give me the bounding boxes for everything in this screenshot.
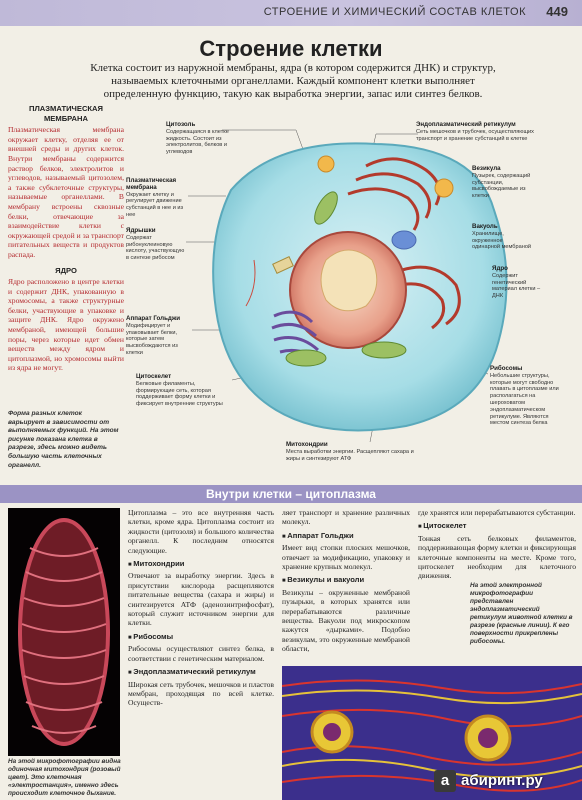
micrograph-caption-2: На этой электронной микрофотографии представлен эндоплазматический ретикулум животной клетки в разрезе (красные линии). К его поверхности прикреплены рибосомы. [470, 582, 573, 645]
text-golgi: Имеет вид стопки плоских мешочков, отвечает за модификацию, упаковку и хранение крупных молекул. [282, 543, 410, 572]
cell-illustration [126, 110, 578, 486]
heading-cytoskeleton: ■ Цитоскелет [418, 521, 576, 532]
text-mitochondria: Отвечают за выработку энергии. Здесь в присутствии кислорода расщепляются питательные вещества (сахара и жиры) и синтезируется АТФ (аденозинтрифосфат), который служит источником энергии для клетки. [128, 571, 274, 628]
mitochondrion-1 [286, 350, 326, 366]
label-vesicle: Везикула Пузырек, содержащий субстанции, высвобождаемые из клетки [472, 165, 531, 200]
heading-er: ■ Эндоплазматический ретикулум [128, 667, 274, 678]
section-title: СТРОЕНИЕ И ХИМИЧЕСКИЙ СОСТАВ КЛЕТОК [263, 6, 526, 18]
vacuole [392, 231, 416, 249]
vesicle-1 [318, 156, 334, 172]
label-nucleus: Ядро Содержит генетический материал клетки – ДНК [492, 265, 541, 300]
label-membrane: Плазматическая мембрана Окружает клетку и регулирует движение субстанций в нее и из нее [126, 177, 184, 218]
label-golgi: Аппарат Гольджи Модифицирует и упаковывает белки, которые затем высвобождаются из клетки [126, 315, 181, 356]
text-vesicles-continued: где хранятся или перерабатываются субстанции. [418, 508, 576, 517]
micrograph-caption-1: На этой микрофотографии видна одиночная митохондрия (розовый цвет). Это клеточная «электростанция», именно здесь происходит клеточное дыхание. [8, 758, 121, 797]
label-nucleolus: Ядрышки Содержат рибонуклеиновую кислоту, участвующую в синтезе рибосом [126, 227, 185, 262]
text-er: Широкая сеть трубочек, мешочков и пластов мембран, проходящая по всей клетке. Осуществ- [128, 679, 274, 708]
label-vacuole: Вакуоль Хранилище, окруженное одинарной мембраной [472, 223, 532, 251]
section-band-title: Внутри клетки – цитоплазма [206, 487, 376, 501]
heading-ribosomes: ■ Рибосомы [128, 632, 274, 643]
heading-vesicles: ■ Везикулы и вакуоли [282, 575, 410, 586]
text-column-3 [418, 508, 576, 584]
nucleolus [321, 250, 377, 311]
page-header [0, 0, 582, 26]
nucleus-text: Ядро расположено в центре клетки и содержит ДНК, упакованную в хромосомы, а также структурные белки, участвующие в упаковке и защите ДНК. Ядро окружено мембраной, имеющей большие поры, через которые идет обмен веществ между ядром и цитоплазмой, но хромосомы выйти из ядра не могут. [8, 277, 124, 373]
membrane-text: Плазматическая мембрана окружает клетку, отделяя ее от внешней среды и других клеток. Внутри мембраны содержится раствор белков, электролитов и углеводов, называемый цитозолем, а также субклеточные структуры, называемые органеллами. В мембрану встроены сквозные белки, отвечающие за взаимодействие клетки с окружающей средой и за транспорт питательных веществ и продуктов распада. [8, 125, 124, 259]
label-er: Эндоплазматический ретикулум Сеть мешочков и трубочек, осуществляющих транспорт и хранение субстанций в клетке [416, 121, 534, 142]
label-mitochondria: Митохондрии Места выработки энергии. Расщепляют сахара и жиры и синтезируют АТФ [286, 441, 414, 462]
text-cytoskeleton: Тонкая сеть белковых филаментов, поддерживающая форму клетки и фиксирующая клеточные компоненты на месте. Кроме того, цитоскелет необходим для клеточного движения. [418, 533, 576, 581]
section-band [0, 485, 582, 503]
cytoplasm-intro: Цитоплазма – это все внутренняя часть клетки, кроме ядра. Цитоплазма состоит из жидкости (цитозоля) и большого количества органелл. К последним относятся следующие. [128, 508, 274, 555]
page-number: 449 [546, 4, 568, 19]
left-column [8, 104, 124, 379]
nucleus-heading: ЯДРО [55, 265, 77, 275]
text-ribosomes: Рибосомы осуществляют синтез белка, в соответствии с генетическим материалом. [128, 644, 274, 663]
text-er-continued: ляет транспорт и хранение различных молекул. [282, 508, 410, 527]
label-cytoskeleton: Цитоскелет Белковые филаменты, формирующие сеть, которая поддерживает форму клетки и фиксирует внутренние структуры [136, 373, 223, 408]
labirint-logo-icon: a [434, 770, 456, 792]
mitochondrion-2 [362, 342, 406, 358]
intro-text: Клетка состоит из наружной мембраны, ядра (в котором содержится ДНК) и структур, называемых клеточными органеллами. Каждый компонент клетки выполняет определенную функцию, такую как выработка энергии, запас или синтез белков. [90, 62, 496, 100]
text-vesicles: Везикулы – окруженные мембраной пузырьки, в которых хранятся или перерабатываются различные вещества. Вакуоли под микроскопом кажутся «дырками». Подобно везикулам, это окруженные мембраной области, [282, 587, 410, 654]
heading-mitochondria: ■ Митохондрии [128, 559, 274, 570]
vesicle-2 [435, 179, 453, 197]
text-column-1 [128, 508, 274, 711]
mitochondrion-micrograph [8, 508, 120, 756]
page-title: Строение клетки [199, 36, 383, 61]
mitochondrion-image [8, 508, 120, 756]
label-ribosomes: Рибосомы Небольшие структуры, которые могут свободно плавать в цитоплазме или располагаться на шероховатом эндоплазматическом ретикулуме. Являются местом синтеза белка [490, 365, 559, 427]
text-column-2 [282, 508, 410, 657]
cell-caption: Форма разных клеток варьирует в зависимости от выполняемых функций. На этом рисунке показана клетка в разрезе, здесь можно видеть большую часть клеточных органелл. [8, 410, 119, 469]
heading-golgi: ■ Аппарат Гольджи [282, 531, 410, 542]
label-cytosol: Цитозоль Содержащаяся в клетке жидкость. Состоит из электролитов, белков и углеводов [166, 121, 229, 156]
watermark-text: абиринт.ру [461, 772, 543, 789]
membrane-heading: ПЛАЗМАТИЧЕСКАЯ МЕМБРАНА [28, 104, 104, 123]
watermark [434, 770, 582, 794]
